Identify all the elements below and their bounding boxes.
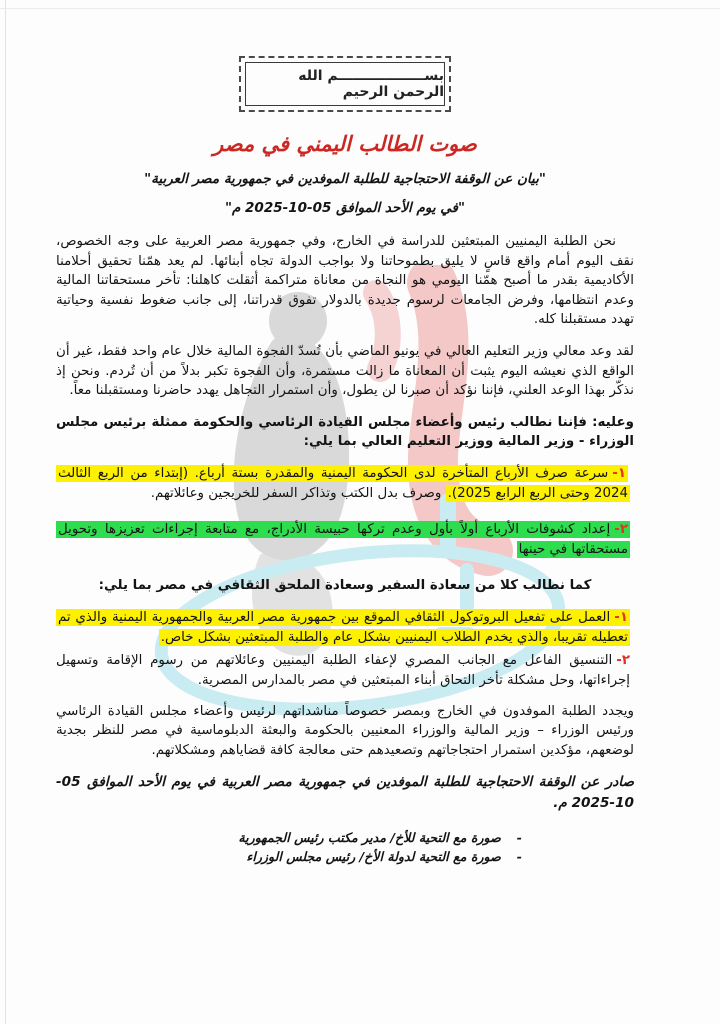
embassy-demand-item-2 xyxy=(56,651,634,692)
renewal-paragraph: ويجدد الطلبة الموفدون في الخارج وبمصر خصوصاً مناشداتهم لرئيس وأعضاء مجلس القيادة الرئاسي ورئيس الوزراء – وزير المالية والوزراء المعنيين بالحكومة والبعثة الدبلوماسية في مصر للنظر بجدية لوضعهم، مؤكدين استمرار احتجاجاتهم وتصعيدهم حتى معالجة كافة قضاياهم ومشكلاتهم. xyxy=(56,703,634,758)
cc-item-1 xyxy=(56,828,522,847)
embassy-demands-list xyxy=(56,608,634,692)
dash-bullet: - xyxy=(516,830,522,846)
bismillah-text: بســــــــــــــــــم الله الرحمن الرحيم xyxy=(298,68,444,100)
cc-item-2 xyxy=(56,847,522,866)
issued-line: صادر عن الوقفة الاحتجاجية للطلبة الموفدين في جمهورية مصر العربية في يوم الأحد الموافق 05-10-2025 م. xyxy=(56,774,634,812)
government-demand-item-1 xyxy=(56,464,634,505)
demand-highlighted-text: إعداد كشوفات الأرباع أولاً بأول وعدم تركها حبيسة الأدراج، مع متابعة إجراءات تعزيزها وتحويل مستحقاتها في حينها xyxy=(58,521,628,558)
bismillah-calligraphy-box xyxy=(245,62,445,106)
statement-dateline: "في يوم الأحد الموافق 05-10-2025 م" xyxy=(224,200,466,216)
government-demands-list xyxy=(56,464,634,561)
cc-list xyxy=(56,828,522,866)
embassy-demands-intro: كما نطالب كلا من سعادة السفير وسعادة الملحق الثقافي في مصر بما يلي: xyxy=(98,577,592,593)
intro-paragraph: نحن الطلبة اليمنيين المبتعثين للدراسة في الخارج، وفي جمهورية مصر العربية على وجه الخصوص، نقف اليوم أمام واقع قاسٍ لا يليق بطموحاتنا ولا بواجب الدولة تجاه أبنائها. لم يعد همّنا تحقيق أحلامنا الأكاديمية بقدر ما أصبح همّنا اليومي هو النجاة من معاناة متراكمة أثقلت كاهلنا: تأخر مستحقاتنا المالية وعدم انتظامها، وفرض الجامعات لرسوم جديدة بالدولار تفوق قدراتنا، إلى جانب ضغوط نفسية وحياتية تهدد مستقبلنا كله. xyxy=(56,234,634,328)
demand-number: ١- xyxy=(614,609,628,625)
yellow-highlight xyxy=(56,609,630,647)
promise-paragraph: لقد وعد معالي وزير التعليم العالي في يونيو الماضي بأن تُسدّ الفجوة المالية خلال عام واحد فقط، غير أن الواقع الذي نعيشه اليوم يثبت أن المعاناة ما زالت مستمرة، وأن الفجوة تكبر بدلاً من أن تُردم. ونحن إذ نذكّر بهذا الوعد العلني، فإننا نؤكد أن صبرنا لن يطول، وأن استمرار التجاهل يهدد حاضرنا ومستقبلنا معاً. xyxy=(56,343,634,399)
demand-highlighted-text: العمل على تفعيل البروتوكول الثقافي الموقع بين جمهورية مصر العربية والجمهورية اليمنية والذي تم تعطيله تقريبا، والذي يخدم الطلاب اليمنيين بشكل عام والطلبة المبتعثين بشكل خاص. xyxy=(58,609,628,646)
demand-plain-text: وصرف بدل الكتب وتذاكر السفر للخريجين وعائلاتهم. xyxy=(150,486,442,502)
demand-number: ٢- xyxy=(614,521,628,537)
demand-plain-text: التنسيق الفاعل مع الجانب المصري لإعفاء الطلبة اليمنيين وعائلاتهم من رسوم الإقامة وتسهيل إجراءاتها، وحل مشكلة تأخر التحاق أبناء المبتعثين في مصر بالمدارس المصرية. xyxy=(56,652,630,689)
demand-number: ٢- xyxy=(616,652,630,668)
page-title: صوت الطالب اليمني في مصر xyxy=(213,132,477,156)
cc-item-text: صورة مع التحية لدولة الأخ/ رئيس مجلس الوزراء xyxy=(246,849,501,865)
government-demand-item-2 xyxy=(56,520,634,561)
government-demands-intro: وعليه: فإننا نطالب رئيس وأعضاء مجلس القيادة الرئاسي والحكومة ممثلة برئيس مجلس الوزراء - وزير المالية ووزير التعليم العالي بما يلي: xyxy=(56,414,634,450)
dash-bullet: - xyxy=(516,849,522,865)
cc-item-text: صورة مع التحية للأخ/ مدير مكتب رئيس الجمهورية xyxy=(238,830,501,846)
green-highlight xyxy=(56,521,630,559)
demand-number: ١- xyxy=(612,465,626,481)
statement-subtitle: "بيان عن الوقفة الاحتجاجية للطلبة الموفدين في جمهورية مصر العربية" xyxy=(144,171,546,187)
demand-highlighted-text: سرعة صرف الأرباع المتأخرة لدى الحكومة اليمنية والمقدرة بستة أرباع. (إبتداء من الربع الثالث 2024 وحتى الربع الرابع 2025). xyxy=(58,465,628,502)
embassy-demand-item-1 xyxy=(56,608,634,649)
